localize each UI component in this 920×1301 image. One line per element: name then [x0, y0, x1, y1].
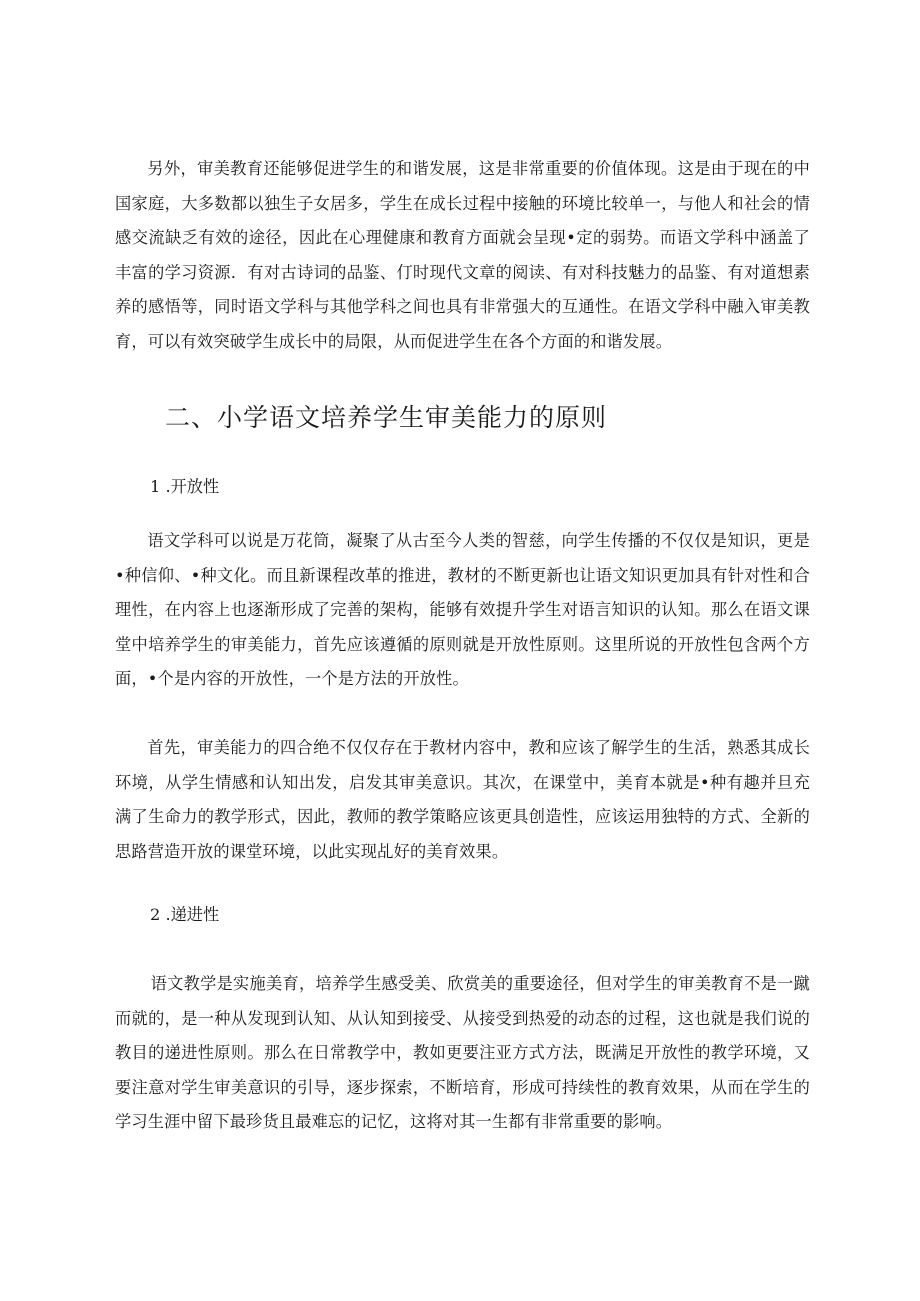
- paragraph-harmonious-development: 另外，审美教育还能够促进学生的和谐发展，这是非常重要的价值体现。这是由于现在的中国家庭，大多数都以独生子女居多，学生在成长过程中接触的环境比较单一，与他人和社会的情感交流缺乏有效的途径，因此在心理健康和教育方面就会呈现•定的弱势。而语文学科中涵盖了丰富的学习资源．有对古诗词的品鉴、仃时现代文章的阅读、有对科技魅力的品鉴、有对道想素养的感悟等，同时语文学科与其他学科之间也具有非常强大的互通性。在语文学科中融入审美教育，可以有效突破学生成长中的局限，从而促进学生在各个方面的和谐发展。: [115, 159, 810, 351]
- subsection-title-openness: 1 .开放性: [150, 477, 220, 496]
- paragraph-openness-detail: 首先，审美能力的四合绝不仅仅存在于教材内容中，教和应该了解学生的生活，熟悉其成长环境，从学生情感和认知出发，启发其审美意识。其次，在课堂中，美育本就是•种有趣并旦充满了生命力的教学形式，因此，教师的教学策略应该更具创造性，应该运用独特的方式、全新的思路营造开放的课堂环境，以此实现乩好的美育效果。: [115, 738, 810, 861]
- paragraph-openness-principle: 语文学科可以说是万花筒，凝聚了从古至今人类的智慈，向学生传播的不仅仅是知识，更是•种信仰、•种文化。而且新课程改革的推进，教材的不断更新也让语文知识更加具有针对性和合理性，在内容上也逐渐形成了完善的架构，能够有效提升学生对语言知识的认知。那么在语文课堂中培养学生的审美能力，首先应该遵循的原则就是开放性原则。这里所说的开放性包含两个方面，•个是内容的开放性，一个是方法的开放性。: [115, 531, 810, 689]
- section-title: 二、小学语文培养学生审美能力的原则: [165, 403, 608, 432]
- subsection-title-progressiveness: 2 .递进性: [150, 905, 220, 924]
- paragraph-progressiveness-principle: 语文教学是实施美育，培养学生感受美、欣赏美的重要途径，但对学生的审美教育不是一蹴而就的，是一种从发现到认知、从认知到接受、从接受到热爱的动态的过程，这也就是我们说的教目的递进性原则。那么在日常教学中，教如更要注亚方式方法，既满足开放性的教学环境，又要注意对学生审美意识的引导，逐步探索，不断培育，形成可持续性的教育效果，从而在学生的学习生涯中留下最珍货且最难忘的记忆，这将对其一生都有非常重要的影响。: [115, 974, 810, 1132]
